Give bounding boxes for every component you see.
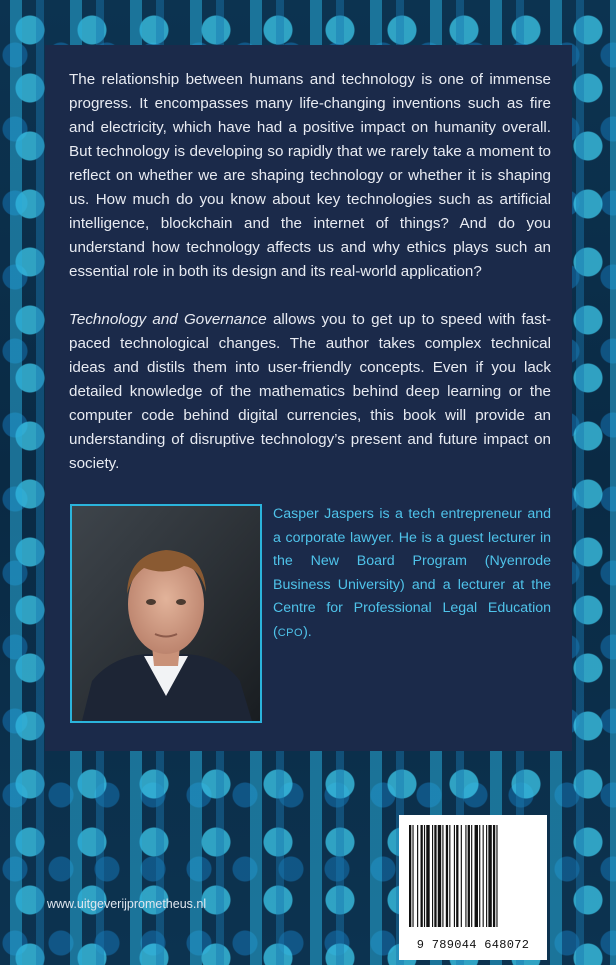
author-bio-end: ). bbox=[303, 623, 312, 640]
barcode-bar bbox=[426, 825, 429, 927]
blurb-paragraph-2-text: allows you to get up to speed with fast-paced technological changes. The author takes complex technical ideas and distils them into user-friendly concepts. Even if you lack detailed knowledge of the mathematics behind deep learning or the computer code behind digital currencies, this book will provide an understanding of disruptive technology’s present and future impact on society. bbox=[69, 311, 551, 472]
author-photo bbox=[70, 504, 262, 723]
isbn-number: 9 789044 648072 bbox=[416, 938, 530, 952]
barcode-bar bbox=[412, 825, 413, 927]
barcode-bar bbox=[417, 825, 418, 927]
publisher-url: www.uitgeverijprometheus.nl bbox=[47, 897, 207, 911]
barcode-bar bbox=[442, 825, 443, 927]
book-title: Technology and Governance bbox=[69, 311, 267, 328]
author-bio-text: Casper Jaspers is a tech entrepreneur and a corporate lawyer. He is a guest lecturer in the New Board Program (Nyenrode Business University) and a lecturer at the Centre for Professional Legal Education ( bbox=[273, 506, 551, 640]
blurb-paragraph-1: The relationship between humans and technology is one of immense progress. It encompasses many life-changing inventions such as fire and electricity, which have had a positive impact on humanity overall. But technology is developing so rapidly that we rarely take a moment to reflect on whether we are shaping technology or whether it is shaping us. How much do you know about key technologies such as artificial intelligence, blockchain and the internet of things? And do you understand how technology affects us and why ethics plays such an essential role in both its design and its real-world application? bbox=[69, 71, 551, 280]
author-portrait-icon bbox=[72, 506, 260, 721]
barcode-bar bbox=[483, 825, 484, 927]
barcode-bar bbox=[493, 825, 495, 927]
barcode-bar bbox=[471, 825, 472, 927]
author-bio bbox=[273, 503, 551, 646]
blurb-paragraph-2 bbox=[69, 308, 551, 476]
back-cover-panel bbox=[45, 45, 572, 751]
barcode-bar bbox=[488, 825, 491, 927]
barcode-bar bbox=[438, 825, 441, 927]
barcode-bar bbox=[468, 825, 470, 927]
isbn-barcode bbox=[399, 815, 547, 960]
barcode-bar bbox=[465, 825, 466, 927]
barcode-bar bbox=[409, 825, 411, 927]
barcode-bar bbox=[496, 825, 497, 927]
barcode-bar bbox=[424, 825, 425, 927]
barcode-bar bbox=[486, 825, 487, 927]
barcode-bar bbox=[449, 825, 450, 927]
barcode-bar bbox=[434, 825, 436, 927]
barcode-bar bbox=[479, 825, 480, 927]
barcode-bar bbox=[461, 825, 462, 927]
barcode-bar bbox=[456, 825, 458, 927]
barcode-bar bbox=[454, 825, 455, 927]
barcode-bar bbox=[421, 825, 423, 927]
barcode-bar bbox=[475, 825, 478, 927]
barcode-bar bbox=[432, 825, 433, 927]
author-bio-abbr: CPO bbox=[277, 626, 304, 639]
barcode-bar bbox=[446, 825, 448, 927]
